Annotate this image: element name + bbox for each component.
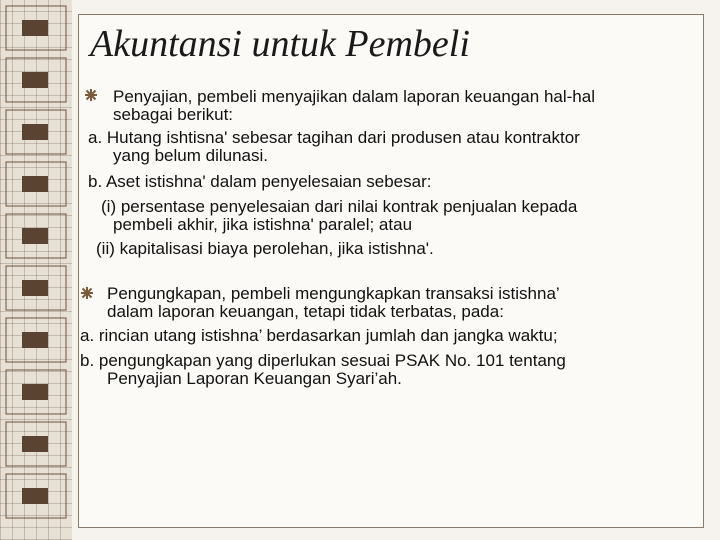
section1-item-ii: (ii) kapitalisasi biaya perolehan, jika istishna'. [96, 239, 434, 258]
bullet-icon [80, 286, 94, 300]
section2-intro-line2: dalam laporan keuangan, tetapi tidak terbatas, pada: [107, 302, 504, 321]
border-pattern-icon [0, 0, 72, 540]
decorative-left-border [0, 0, 72, 540]
section2-item-a: a. rincian utang istishna’ berdasarkan jumlah dan jangka waktu; [80, 326, 558, 345]
section2-intro-line1: Pengungkapan, pembeli mengungkapkan transaksi istishna’ [107, 284, 560, 303]
section1-item-i-line2: pembeli akhir, jika istishna' paralel; atau [113, 215, 413, 234]
slide-title: Akuntansi untuk Pembeli [90, 23, 470, 65]
section2-item-b-line1: b. pengungkapan yang diperlukan sesuai PSAK No. 101 tentang [80, 351, 566, 370]
section1-item-i-line1: (i) persentase penyelesaian dari nilai kontrak penjualan kepada [101, 197, 578, 216]
section1-intro-line1: Penyajian, pembeli menyajikan dalam laporan keuangan hal-hal [113, 87, 595, 106]
bullet-icon [84, 88, 98, 102]
section1-item-a-line1: a. Hutang ishtisna' sebesar tagihan dari produsen atau kontraktor [88, 128, 580, 147]
section1-intro-line2: sebagai berikut: [113, 105, 234, 124]
section1-item-a-line2: yang belum dilunasi. [113, 146, 268, 165]
section1-item-b: b. Aset istishna' dalam penyelesaian sebesar: [88, 172, 432, 191]
section2-item-b-line2: Penyajian Laporan Keuangan Syari’ah. [107, 369, 402, 388]
